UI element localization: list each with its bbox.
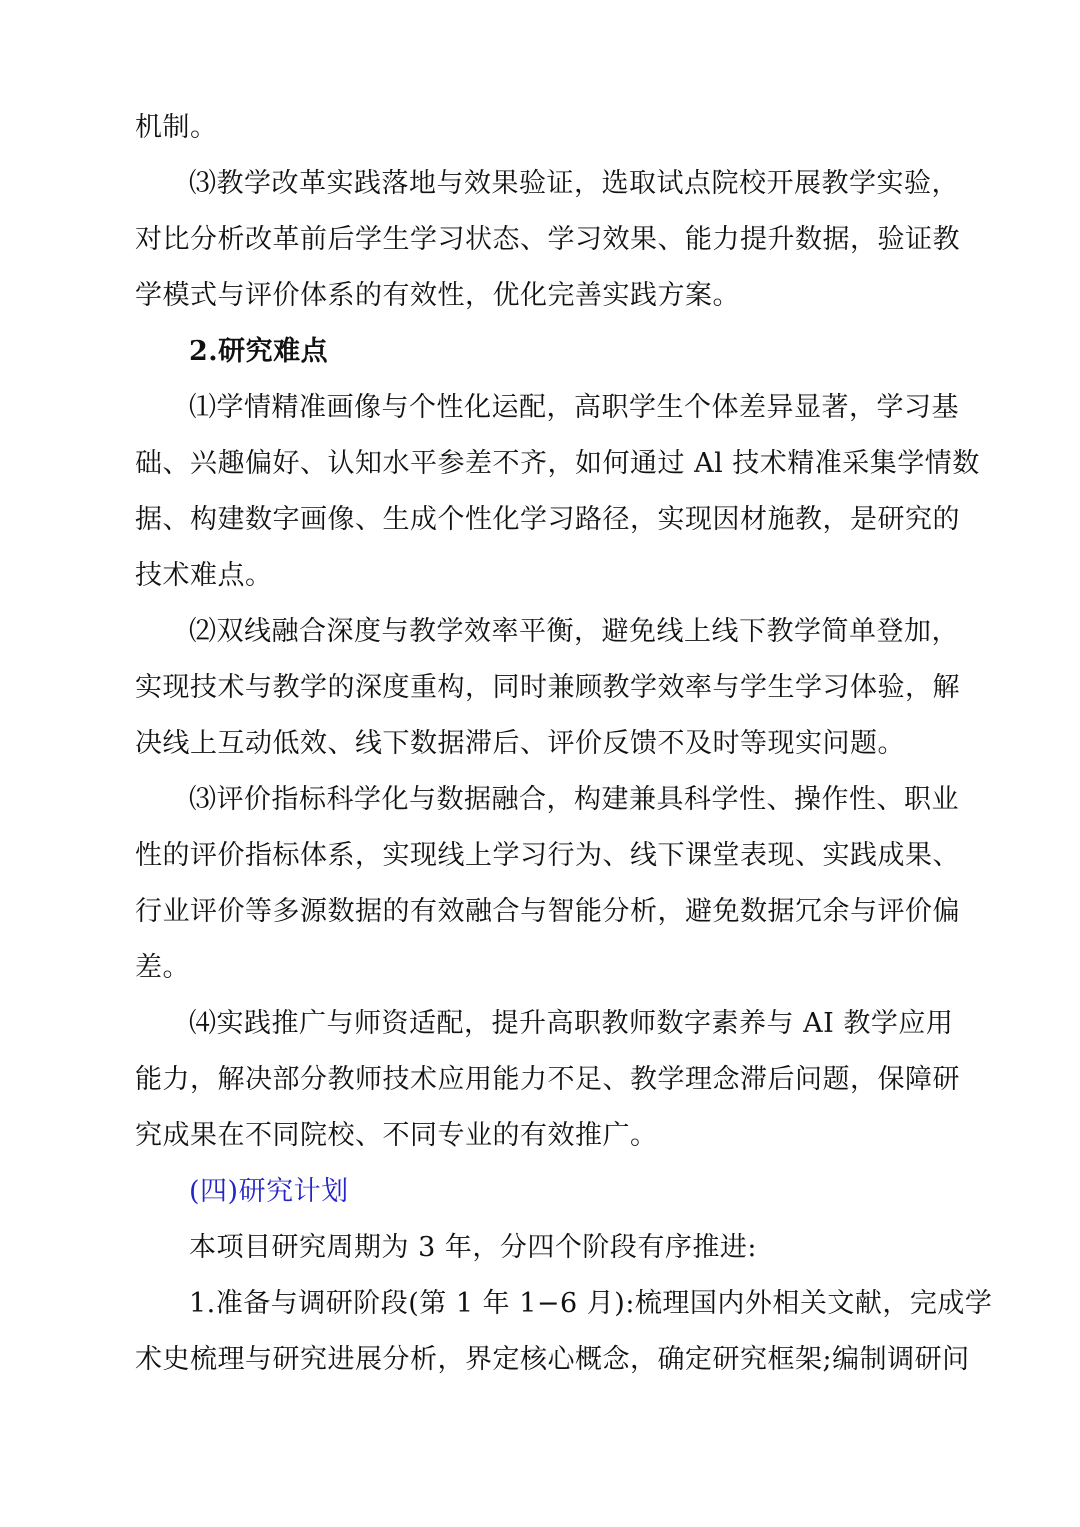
section-heading-research-plan: (四)研究计划 (189, 1176, 349, 1207)
text-line: 行业评价等多源数据的有效融合与智能分析，避免数据冗余与评价偏 (135, 896, 960, 927)
text-line: ⑴学情精准画像与个性化运配，高职学生个体差异显著，学习基 (189, 392, 959, 423)
text-line: ⑶教学改革实践落地与效果验证，选取试点院校开展教学实验， (189, 168, 959, 199)
text-line: 实现技术与教学的深度重构，同时兼顾教学效率与学生学习体验，解 (135, 672, 960, 703)
text-line: 机制。 (135, 112, 218, 143)
text-line: 决线上互动低效、线下数据滞后、评价反馈不及时等现实问题。 (135, 728, 905, 759)
text-line: ⑵双线融合深度与教学效率平衡，避免线上线下教学简单登加， (189, 616, 959, 647)
text-line: 1.准备与调研阶段(第 1 年 1−6 月):梳理国内外相关文献，完成学 (189, 1288, 993, 1319)
text-line: 能力，解决部分教师技术应用能力不足、教学理念滞后问题，保障研 (135, 1064, 960, 1095)
text-line: ⑶评价指标科学化与数据融合，构建兼具科学性、操作性、职业 (189, 784, 959, 815)
text-line: 对比分析改革前后学生学习状态、学习效果、能力提升数据，验证教 (135, 224, 960, 255)
section-heading: 2.研究难点 (189, 336, 329, 367)
text-line: ⑷实践推广与师资适配，提升高职教师数字素养与 AI 教学应用 (189, 1008, 954, 1039)
text-line: 究成果在不同院校、不同专业的有效推广。 (135, 1120, 658, 1151)
text-line: 本项目研究周期为 3 年，分四个阶段有序推进: (189, 1232, 757, 1263)
text-line: 差。 (135, 952, 190, 983)
text-line: 术史梳理与研究进展分析，界定核心概念，确定研究框架;编制调研问 (135, 1344, 970, 1375)
text-line: 性的评价指标体系，实现线上学习行为、线下课堂表现、实践成果、 (135, 840, 960, 871)
text-line: 学模式与评价体系的有效性，优化完善实践方案。 (135, 280, 740, 311)
text-line: 技术难点。 (135, 560, 273, 591)
text-line: 据、构建数字画像、生成个性化学习路径，实现因材施教，是研究的 (135, 504, 960, 535)
text-line: 础、兴趣偏好、认知水平参差不齐，如何通过 Al 技术精准采集学情数 (135, 448, 980, 479)
